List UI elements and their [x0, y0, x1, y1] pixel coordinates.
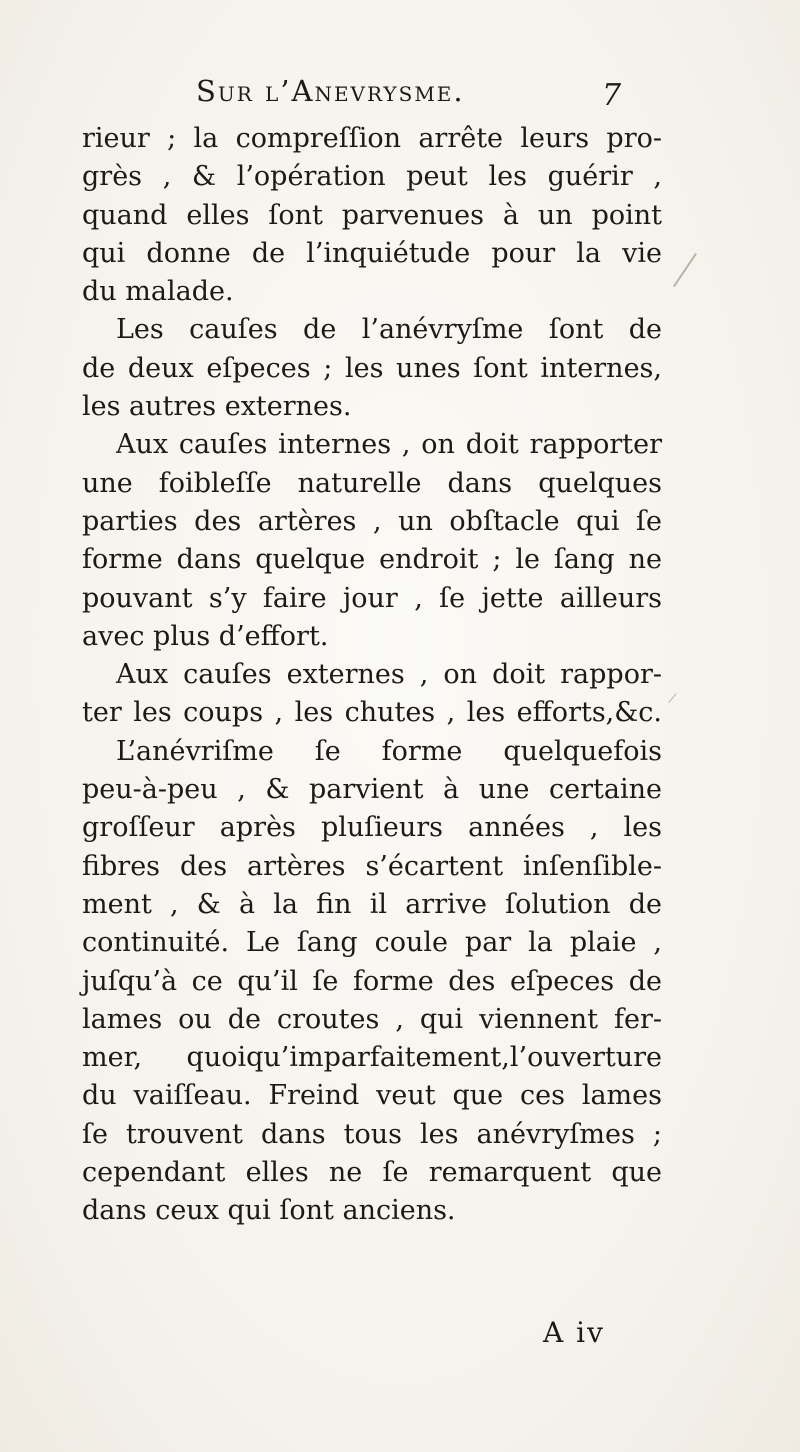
- text-line: de deux eſpeces ; les unes ſont internes,: [82, 352, 662, 384]
- text-line: qui donne de l’inquiétude pour la vie: [82, 237, 662, 269]
- margin-stroke: [668, 693, 676, 703]
- body-text: [82, 120, 662, 1231]
- text-line: L’anévriſme ſe forme quelquefois: [116, 735, 662, 767]
- text-line: groſſeur après pluſieurs années , les: [82, 812, 662, 844]
- running-title: Sur l’Anevrysme.: [196, 74, 465, 108]
- text-line: forme dans quelque endroit ; le ſang ne: [82, 544, 662, 576]
- text-line: peu-à-peu , & parvient à une certaine: [82, 774, 662, 806]
- page-number: 7: [602, 78, 622, 113]
- text-line: continuité. Le ſang coule par la plaie ,: [82, 927, 662, 959]
- text-line: rieur ; la compreſſion arrête leurs pro-: [82, 123, 662, 154]
- text-line: mer, quoiqu’imparfaitement,l’ouverture: [82, 1042, 662, 1074]
- text-line: les autres externes.: [82, 391, 352, 423]
- text-line: cependant elles ne ſe remarquent que: [82, 1157, 662, 1189]
- text-line: fibres des artères s’écartent inſenſible-: [82, 850, 662, 882]
- text-line: parties des artères , un obſtacle qui ſe: [82, 505, 662, 537]
- text-line: ter les coups , les chutes , les efforts,&c.: [82, 697, 662, 729]
- text-line: lames ou de croutes , qui viennent fer-: [82, 1003, 662, 1035]
- text-line: ſe trouvent dans tous les anévryſmes ;: [82, 1118, 662, 1150]
- text-line: quand elles ſont parvenues à un point: [82, 199, 662, 231]
- text-line: Aux cauſes externes , on doit rappor-: [116, 659, 662, 691]
- text-line: avec plus d’effort.: [82, 620, 329, 652]
- text-line: du vaiſſeau. Freind veut que ces lames: [82, 1080, 662, 1112]
- catchword-signature: A iv: [543, 1316, 605, 1349]
- text-line: pouvant s’y faire jour , ſe jette ailleurs: [82, 582, 662, 614]
- text-line: grès , & l’opération peut les guérir ,: [82, 161, 662, 193]
- text-line: Les cauſes de l’anévryſme ſont de: [116, 314, 662, 346]
- margin-stroke: [673, 253, 697, 287]
- text-line: ment , & à la fin il arrive ſolution de: [82, 888, 662, 920]
- text-line: du malade.: [82, 276, 234, 308]
- text-line: Aux cauſes internes , on doit rapporter: [116, 429, 662, 461]
- text-line: une foibleſſe naturelle dans quelques: [82, 467, 662, 499]
- text-line: juſqu’à ce qu’il ſe forme des eſpeces de: [82, 965, 662, 997]
- page-header: [196, 74, 636, 114]
- text-line: dans ceux qui ſont anciens.: [82, 1195, 456, 1227]
